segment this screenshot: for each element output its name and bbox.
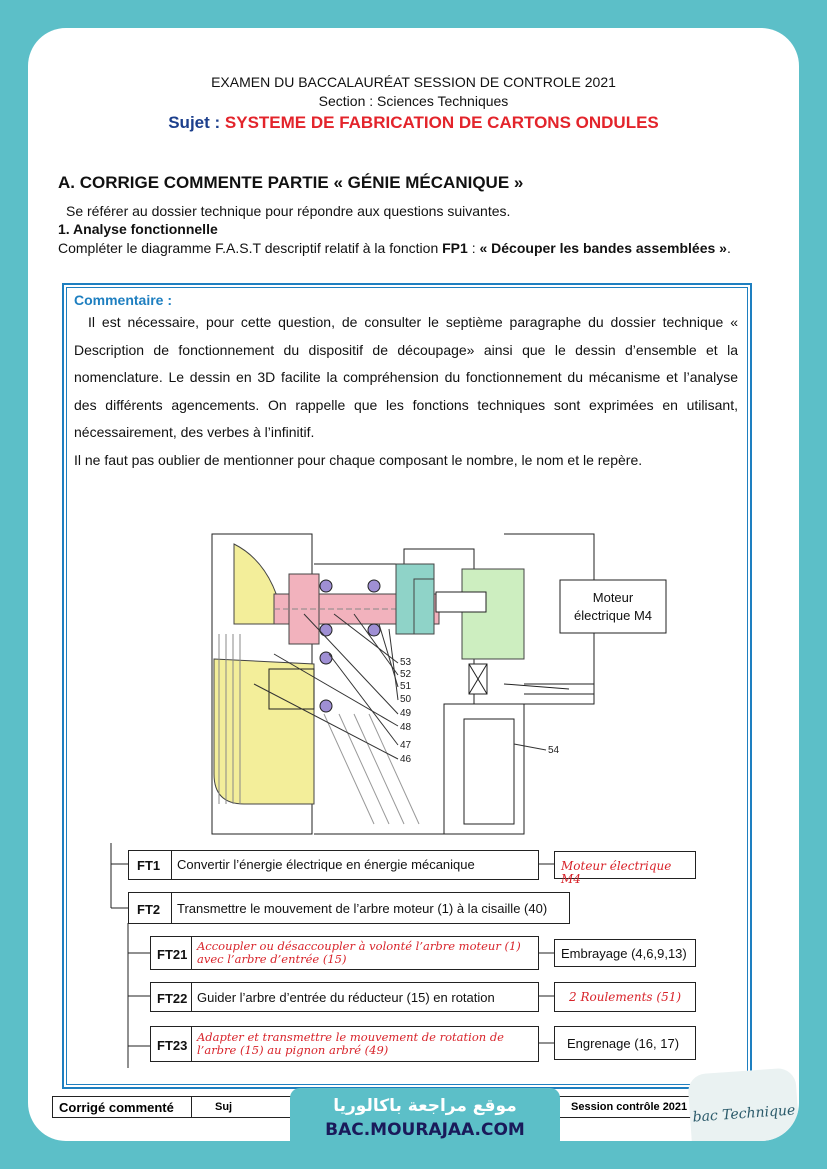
ft2-code: FT2 <box>137 902 161 917</box>
document-page <box>28 28 799 1141</box>
ft23-code: FT23 <box>157 1038 188 1053</box>
ref-47: 47 <box>400 740 412 751</box>
exam-title: EXAMEN DU BACCALAURÉAT SESSION DE CONTROLE 2021 <box>211 74 616 90</box>
ft23-function-2: l’arbre (15) au pignon arbré (49) <box>197 1043 389 1057</box>
ft21-divider <box>191 937 192 969</box>
ft21-function <box>197 940 521 966</box>
ref-53: 53 <box>400 657 412 668</box>
ft1-solution: Moteur électrique M4 <box>554 851 696 879</box>
ref-51: 51 <box>400 681 412 692</box>
ft21-box <box>150 936 539 970</box>
site-badge[interactable] <box>290 1088 560 1141</box>
ft23-divider <box>191 1027 192 1061</box>
footer-right: Session contrôle 2021 <box>571 1101 688 1113</box>
ft23-solution: Engrenage (16, 17) <box>554 1026 696 1060</box>
ft1-divider <box>171 851 172 879</box>
badge-site: BAC.MOURAJAA.COM <box>325 1120 525 1140</box>
ref-54: 54 <box>548 745 560 756</box>
section-a-title: A. CORRIGE COMMENTE PARTIE « GÉNIE MÉCANIQUE » <box>58 173 524 192</box>
ft22-box <box>150 982 539 1012</box>
ft21-code: FT21 <box>157 947 188 962</box>
q1-end: . <box>726 240 731 256</box>
comment-title: Commentaire : <box>74 292 173 308</box>
ft2-function: Transmettre le mouvement de l’arbre moteur (1) à la cisaille (40) <box>177 901 548 916</box>
q1-fp: FP1 <box>442 240 468 256</box>
bac-technique-logo: bac Technique <box>687 1067 799 1141</box>
ft21-function-2: avec l’arbre d’entrée (15) <box>197 952 347 966</box>
ft1-code: FT1 <box>137 858 161 873</box>
footer-left: Corrigé commenté <box>59 1100 174 1115</box>
badge-arabic: موقع مراجعة باكالوريا <box>333 1096 517 1116</box>
footer-mid: Suj <box>215 1101 233 1113</box>
ft22-code: FT22 <box>157 991 188 1006</box>
intro-text: Se référer au dossier technique pour répondre aux questions suivantes. <box>66 203 511 219</box>
ft1-box <box>128 850 539 880</box>
ft23-function-1: Adapter et transmettre le mouvement de rotation de <box>197 1030 504 1044</box>
ref-46: 46 <box>400 754 412 765</box>
motor-label-line-1: Moteur <box>592 590 634 605</box>
q1-text-b: : <box>467 240 480 256</box>
ref-52: 52 <box>400 669 412 680</box>
ref-49: 49 <box>400 708 412 719</box>
ft23-function <box>197 1031 504 1057</box>
ft1-function: Convertir l’énergie électrique en énergie mécanique <box>177 857 475 872</box>
ref-48: 48 <box>400 722 412 733</box>
comment-paragraph-1: Il est nécessaire, pour cette question, de consulter le septième paragraphe du dossier technique « Description de fonctionnement du dispositif de découpage» ainsi que le dessin d’ensemble et la nomenclature. Le dessin en 3D facilite la compréhension du fonctionnement du mécanisme et l’analyse des différents agencements. On rappelle que les fonctions techniques sont exprimées en utilisant, nécessairement, des verbes à l’infinitif. <box>74 314 738 440</box>
ft22-function: Guider l’arbre d’entrée du réducteur (15) en rotation <box>197 990 495 1005</box>
ft22-solution: 2 Roulements (51) <box>554 982 696 1012</box>
fast-connectors <box>28 28 799 1141</box>
ft21-solution: Embrayage (4,6,9,13) <box>554 939 696 967</box>
comment-paragraph-2: Il ne faut pas oublier de mentionner pour chaque composant le nombre, le nom et le repère. <box>74 451 643 468</box>
q1-text-a: Compléter le diagramme F.A.S.T descriptif relatif à la fonction <box>58 240 443 256</box>
fast-diagram <box>28 28 799 1141</box>
subject-value: SYSTEME DE FABRICATION DE CARTONS ONDULES <box>224 113 659 132</box>
motor-label-line-2: électrique M4 <box>573 608 653 623</box>
ft2-box <box>128 892 570 924</box>
ref-50: 50 <box>400 694 412 705</box>
ft22-divider <box>191 983 192 1011</box>
ft2-divider <box>171 893 172 923</box>
question-1-title: 1. Analyse fonctionnelle <box>58 221 218 237</box>
ft21-function-1: Accoupler ou désaccoupler à volonté l’arbre moteur (1) <box>197 939 521 953</box>
subject-label: Sujet : <box>168 113 221 132</box>
q1-function: « Découper les bandes assemblées » <box>479 240 727 256</box>
footer-divider <box>191 1097 192 1117</box>
exam-section: Section : Sciences Techniques <box>318 93 509 109</box>
ft23-box <box>150 1026 539 1062</box>
